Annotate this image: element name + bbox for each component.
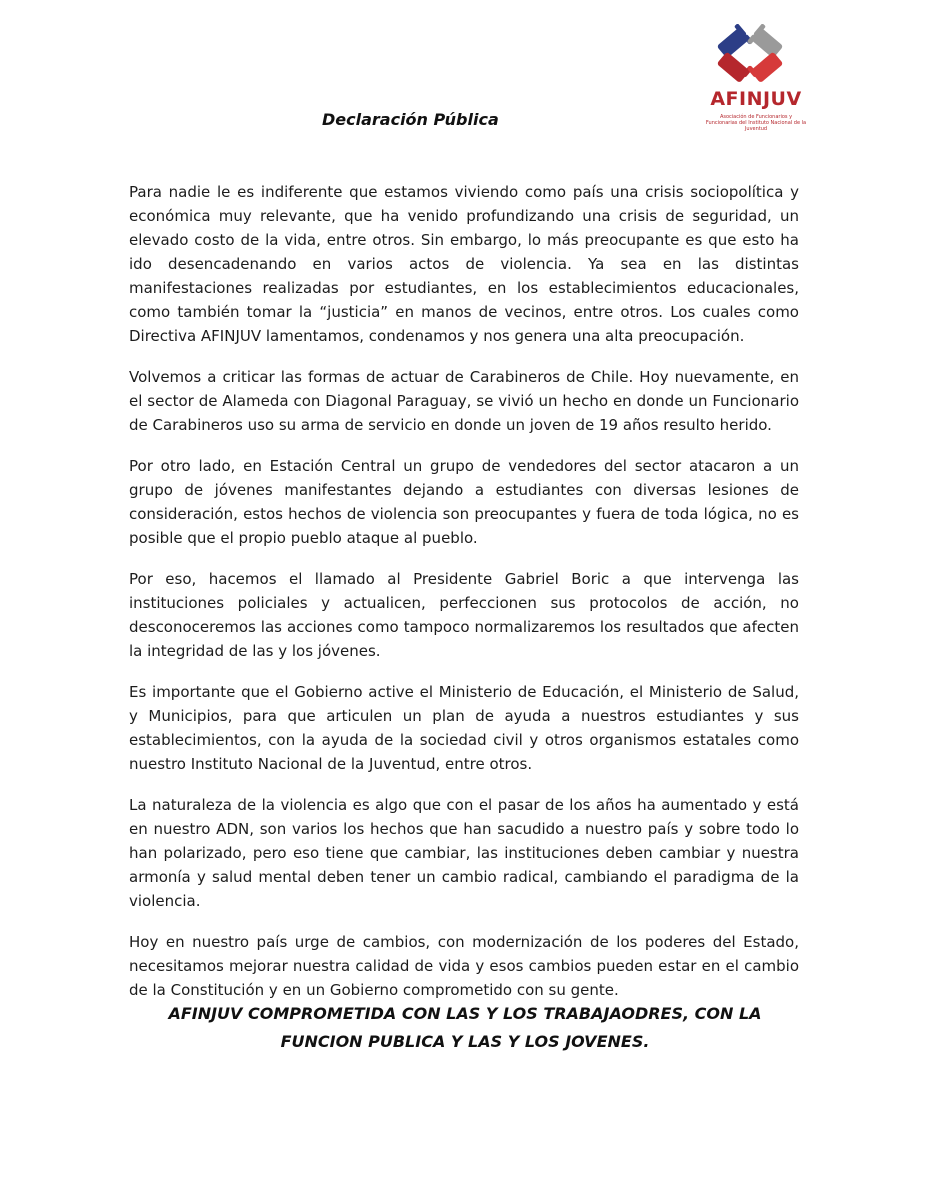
paragraph: Para nadie le es indiferente que estamos viviendo como país una crisis sociopolítica y económica muy relevante, que ha venido profundizando una crisis de seguridad, un elevado costo de la vida, entre otros. Sin embargo, lo más preocupante es que esto ha ido desencadenando en varios actos de violencia. Ya sea en las distintas manifestaciones realizadas por estudiantes, en los establecimientos educacionales, como también tomar la “justicia” en manos de vecinos, entre otros. Los cuales como Directiva AFINJUV lamentamos, condenamos y nos genera una alta preocupación. (129, 183, 799, 345)
paragraph: Volvemos a criticar las formas de actuar de Carabineros de Chile. Hoy nuevamente, en el sector de Alameda con Diagonal Paraguay, se vivió un hecho en donde un Funcionario de Carabineros uso su arma de servicio en donde un joven de 19 años resulto herido. (129, 368, 799, 434)
paragraph: Por eso, hacemos el llamado al Presidente Gabriel Boric a que intervenga las instituciones policiales y actualicen, perfeccionen sus protocolos de acción, no desconoceremos las acciones como tampoco normalizaremos los resultados que afecten la integridad de las y los jóvenes. (129, 570, 799, 660)
logo-wordmark: AFINJUV (710, 88, 802, 110)
afinjuv-logo (700, 24, 810, 134)
document-body (129, 180, 799, 1019)
hands-emblem-icon (714, 24, 786, 86)
paragraph: La naturaleza de la violencia es algo que con el pasar de los años ha aumentado y está en nuestro ADN, son varios los hechos que han sacudido a nuestro país y sobre todo lo han polarizado, pero eso tiene que cambiar, las instituciones deben cambiar y nuestra armonía y salud mental deben tener un cambio radical, cambiando el paradigma de la violencia. (129, 796, 799, 910)
logo-subtitle: Asociación de Funcionarios y Funcionarias del Instituto Nacional de la Juventud (705, 114, 807, 132)
closing-line: AFINJUV COMPROMETIDA CON LAS Y LOS TRABAJAODRES, CON LA (168, 1004, 762, 1023)
paragraph: Por otro lado, en Estación Central un grupo de vendedores del sector atacaron a un grupo de jóvenes manifestantes dejando a estudiantes con diversas lesiones de consideración, estos hechos de violencia son preocupantes y fuera de toda lógica, no es posible que el propio pueblo ataque al pueblo. (129, 457, 799, 547)
closing-line: FUNCION PUBLICA Y LAS Y LOS JOVENES. (280, 1032, 650, 1051)
paragraph: Hoy en nuestro país urge de cambios, con modernización de los poderes del Estado, necesitamos mejorar nuestra calidad de vida y esos cambios pueden estar en el cambio de la Constitución y en un Gobierno comprometido con su gente. (129, 933, 799, 999)
document-title: Declaración Pública (322, 110, 499, 129)
paragraph: Es importante que el Gobierno active el Ministerio de Educación, el Ministerio de Salud, y Municipios, para que articulen un plan de ayuda a nuestros estudiantes y sus establecimientos, con la ayuda de la sociedad civil y otros organismos estatales como nuestro Instituto Nacional de la Juventud, entre otros. (129, 683, 799, 773)
closing-statement (120, 1000, 810, 1056)
